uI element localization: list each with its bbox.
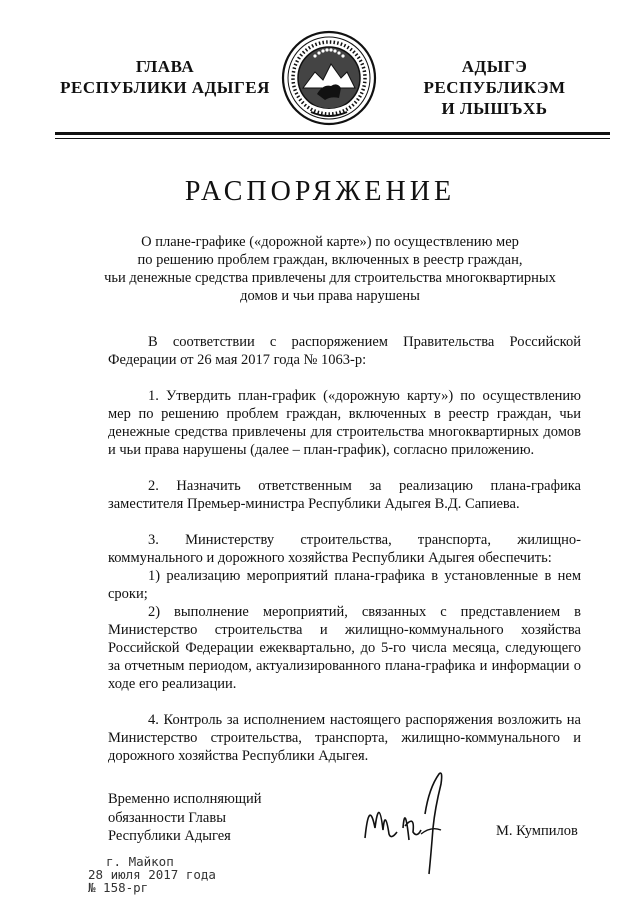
signer-position-line: Временно исполняющий xyxy=(108,791,262,807)
item-3-2-paragraph: 2) выполнение мероприятий, связанных с представлением в Министерство строительства и жилищно-коммунального хозяйства Российской Федерации ежеквартально, до 5-го числа месяца, следующего за отчетным периодом, актуализированного плана-графика и информации о ходе его реализации. xyxy=(108,604,581,692)
signer-position-line: Республики Адыгея xyxy=(108,828,231,844)
document-title: РАСПОРЯЖЕНИЕ xyxy=(184,176,456,207)
registration-stamp xyxy=(88,855,288,894)
subject-line: домов и чьи права нарушены xyxy=(240,288,420,304)
item-4-paragraph: 4. Контроль за исполнением настоящего распоряжения возложить на Министерство строительства, транспорта, жилищно-коммунального и дорожного хозяйства Республики Адыгея. xyxy=(108,712,581,764)
subject-line: О плане-графике («дорожной карте») по осуществлению мер xyxy=(141,234,519,250)
item-3-paragraph: 3. Министерству строительства, транспорта, жилищно-коммунального и дорожного хозяйства Республики Адыгея обеспечить: xyxy=(108,532,581,566)
subject-line: по решению проблем граждан, включенных в реестр граждан, xyxy=(137,252,523,268)
header-right-title xyxy=(392,56,597,119)
header-left-line2: РЕСПУБЛИКИ АДЫГЕЯ xyxy=(60,78,270,97)
signer-position xyxy=(108,790,308,846)
stamp-date: 28 июля 2017 года xyxy=(88,867,216,882)
signer-position-line: обязанности Главы xyxy=(108,809,226,826)
coat-of-arms-icon xyxy=(275,28,383,128)
header-right-line2: И ЛЫШЪХЬ xyxy=(441,99,548,118)
header-left-line1: ГЛАВА xyxy=(135,57,195,76)
document-body xyxy=(108,333,581,765)
signer-name: М. Кумпилов xyxy=(496,823,578,839)
item-2-paragraph: 2. Назначить ответственным за реализацию плана-графика заместителя Премьер-министра Республики Адыгея В.Д. Сапиева. xyxy=(108,478,581,512)
subject-line: чьи денежные средства привлечены для строительства многоквартирных xyxy=(104,270,556,286)
header-left-title xyxy=(55,56,275,98)
stamp-number: № 158-рг xyxy=(88,880,149,895)
item-1-paragraph: 1. Утвердить план-график («дорожную карту») по осуществлению мер по решению проблем граждан, включенных в реестр граждан, чьи денежные средства привлечены для строительства многоквартирных домов и чьи права нарушены (далее – план-график), согласно приложению. xyxy=(108,388,581,458)
header-divider-thin xyxy=(55,138,610,139)
item-3-1-paragraph: 1) реализацию мероприятий плана-графика в установленные в нем сроки; xyxy=(108,568,581,602)
preamble-paragraph: В соответствии с распоряжением Правительства Российской Федерации от 26 мая 2017 года № 1063-р: xyxy=(108,334,581,368)
document-subject xyxy=(100,233,560,305)
handwritten-signature xyxy=(355,768,460,878)
header-right-line1: АДЫГЭ РЕСПУБЛИКЭМ xyxy=(423,57,566,97)
stamp-city: г. Майкоп xyxy=(106,854,174,869)
header-divider-thick xyxy=(55,132,610,135)
